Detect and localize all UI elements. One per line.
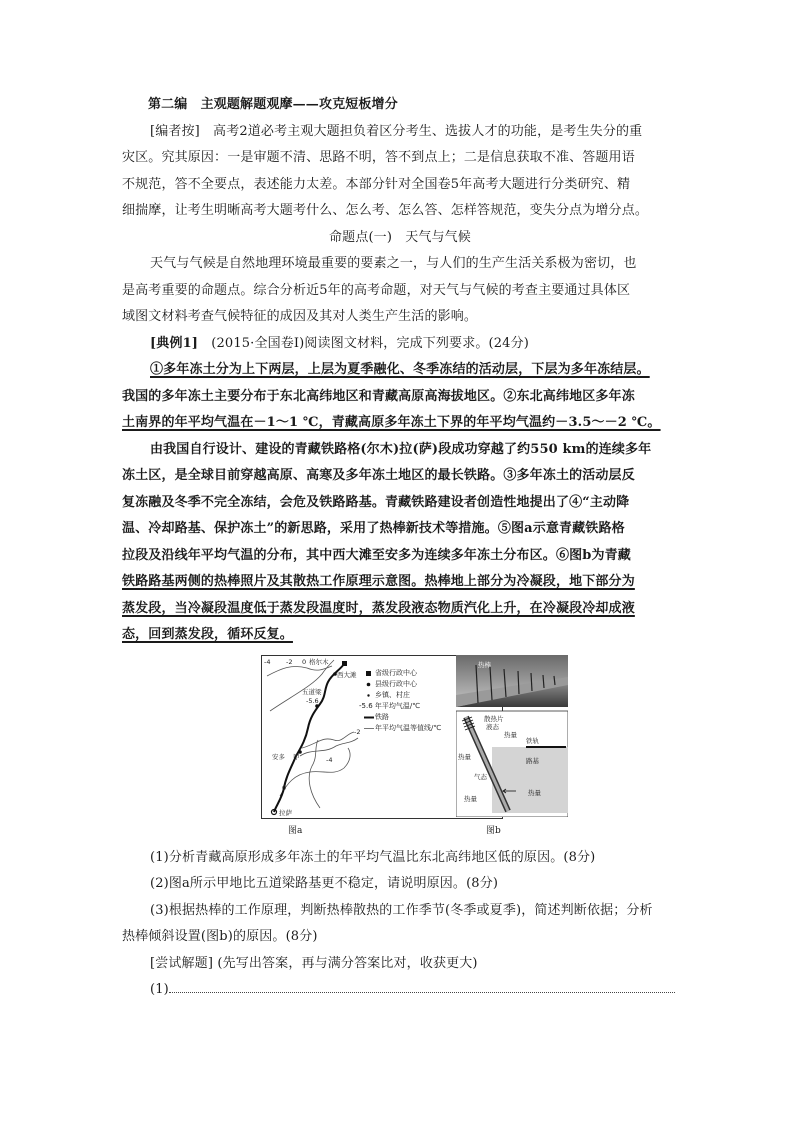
preface-line-4: 细揣摩，让考生明晰高考大题考什么、怎么考、怎么答、怎样答规范，变失分点为增分点。 <box>122 203 649 218</box>
legend-temp-label: 年平均气温/℃ <box>374 701 421 710</box>
isotherm-label: -2 <box>286 657 293 666</box>
legend-provincial-capital: 省级行政中心 <box>375 668 417 677</box>
preface-line-1: [编者按] 高考2道必考主观大题担负着区分考生、选拔人才的功能，是考生失分的重 <box>150 123 643 139</box>
rail-label: 铁轨 <box>526 736 539 745</box>
question-2: (2)图a所示甲地比五道梁路基更不稳定，请说明原因。(8分) <box>150 876 499 891</box>
example-heading <box>122 331 678 358</box>
figure-b-caption: 图b <box>486 825 501 836</box>
isotherm-label: -4 <box>326 755 333 764</box>
answer-label: (1) <box>150 982 169 997</box>
material-p1-line-2: 我国的多年冻土主要分布于东北高纬地区和青藏高原高海拔地区。②东北高纬地区多年冻 <box>122 388 635 404</box>
figure-b-svg <box>456 655 568 817</box>
heat-left2-label: 热量 <box>464 794 477 803</box>
isotherm-label: -4 <box>264 657 271 666</box>
material-p2-line-5: 拉段及沿线年平均气温的分布，其中西大滩至安多为连续多年冻土分布区。⑥图b为青藏 <box>122 547 631 563</box>
lhasa-label: 拉萨 <box>279 808 292 817</box>
answer-blank[interactable] <box>169 978 675 993</box>
attempt-note: (先写出答案，再与满分答案比对，收获更大) <box>217 955 478 971</box>
question-1: (1)分析青藏高原形成多年冻土的年平均气温比东北高纬地区低的原因。(8分) <box>150 849 596 865</box>
photo-label: 热棒 <box>478 660 491 669</box>
question-3-line-1: (3)根据热棒的工作原理，判断热棒散热的工作季节(冬季或夏季)，简述判断依据；分析 <box>150 902 653 918</box>
figure-b <box>456 655 568 817</box>
material-p2-line-6: 铁路路基两侧的热棒照片及其散热工作原理示意图。热棒地上部分为冷凝段，地下部分为 <box>122 574 635 589</box>
heat-top-label: 热量 <box>504 730 517 739</box>
legend-railway: 铁路 <box>375 712 389 721</box>
material-p2-line-8: 态，回到蒸发段，循环反复。 <box>122 627 293 642</box>
isotherm-line <box>270 657 334 711</box>
intro-line-3: 域图文材料考查气候特征的成因及其对人类生产生活的影响。 <box>122 309 478 324</box>
intro-line-1: 天气与气候是自然地理环境最重要的要素之一，与人们的生产生活关系极为密切，也 <box>150 256 637 271</box>
legend-dot-icon <box>367 682 371 686</box>
material-p1-line-1: ①多年冻土分为上下两层，上层为夏季融化、冬季冻结的活动层，下层为多年冻结层。 <box>150 362 650 377</box>
fin-label: 散热片 <box>484 714 504 723</box>
question-3-line-2: 热棒倾斜设置(图b)的原因。(8分) <box>122 929 318 944</box>
preface-line-3: 不规范，答不全要点，表述能力太差。本部分针对全国卷5年高考大题进行分类研究、精 <box>122 176 631 192</box>
isotherm-label: 0 <box>302 657 307 666</box>
legend-square-icon <box>366 671 371 676</box>
legend-township: 乡镇、村庄 <box>375 690 410 699</box>
example-source: (2015·全国卷Ⅰ)阅读图文材料，完成下列要求。(24分) <box>198 335 529 351</box>
material-p2-line-2: 冻土区，是全球目前穿越高原、高寒及多年冻土地区的最长铁路。③多年冻土的活动层反 <box>122 468 635 483</box>
attempt-heading <box>122 951 678 978</box>
material-p1-line-3: 土南界的年平均气温在－1～1 ℃，青藏高原多年冻土下界的年平均气温约－3.5～－2 ℃。 <box>122 415 661 430</box>
gas-label: 气态 <box>474 772 487 781</box>
roadbed-label: 路基 <box>526 756 539 765</box>
isotherm-label: 0 <box>282 783 287 792</box>
legend-small-dot-icon <box>367 694 369 696</box>
isotherm-line <box>309 740 320 808</box>
heat-left1-label: 热量 <box>458 752 471 761</box>
heat-right-label: 热量 <box>528 788 541 797</box>
material-p2-line-7: 蒸发段，当冷凝段温度低于蒸发段温度时，蒸发段液态物质汽化上升，在冷凝段冷却成液 <box>122 600 635 616</box>
section-title: 命题点(一) 天气与气候 <box>329 229 471 245</box>
material-p2-line-3: 复冻融及冬季不完全冻结，会危及铁路路基。青藏铁路建设者创造性地提出了④“主动降 <box>122 494 630 510</box>
attempt-label: [尝试解题] <box>150 955 214 971</box>
material-p2-line-1: 由我国自行设计、建设的青藏铁路格(尔木)拉(萨)段成功穿越了约550 km的连续多年 <box>150 441 652 457</box>
preface-line-2: 灾区。究其原因：一是审题不清、思路不明，答不到点上；二是信息获取不准、答题用语 <box>122 150 635 165</box>
wudaoliang-temp: -5.6 <box>306 696 319 705</box>
golmud-label: 格尔木 <box>309 657 329 666</box>
legend-county-center: 县级行政中心 <box>375 679 417 688</box>
anduo-label: 安多 <box>272 752 285 761</box>
page-content <box>122 92 678 1004</box>
jia-label: 甲 <box>293 752 300 761</box>
liquid-label: 液态 <box>486 722 499 731</box>
part-title: 第二编 主观题解题观摩——攻克短板增分 <box>148 97 398 112</box>
wudaoliang-label: 五道梁 <box>302 687 322 696</box>
answer-line-1 <box>122 977 678 1004</box>
legend-isotherm: 年平均气温等值线/℃ <box>375 723 442 732</box>
legend-temp-sample: -5.6 <box>359 701 373 710</box>
isotherm-line <box>302 732 354 748</box>
xidatan-label: 西大滩 <box>337 670 357 679</box>
isotherm-label: -2 <box>354 727 361 736</box>
material-p2-line-4: 温、冷却路基、保护冻土”的新思路，采用了热棒新技术等措施。⑤图a示意青藏铁路格 <box>122 521 625 536</box>
example-label: [典例1] <box>150 335 199 351</box>
isotherm-line <box>300 738 358 756</box>
golmud-marker <box>342 661 347 666</box>
figure-a-caption: 图a <box>288 825 303 836</box>
legend-temperature <box>359 701 420 712</box>
figures <box>122 655 678 845</box>
intro-line-2: 是高考重要的命题点。综合分析近5年的高考命题，对天气与气候的考查主要通过具体区 <box>122 282 631 298</box>
isotherm-line <box>267 666 332 676</box>
